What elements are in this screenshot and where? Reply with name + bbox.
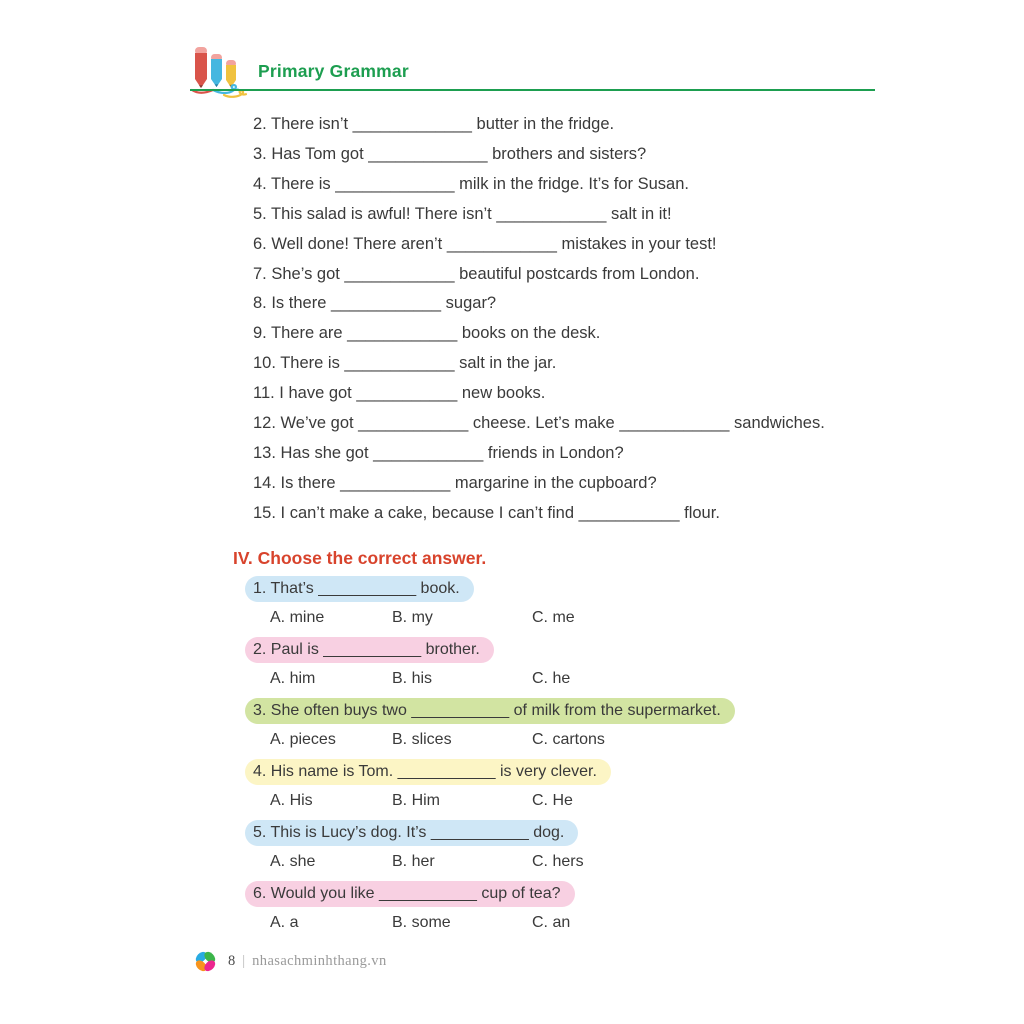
option-b: B. my — [392, 609, 433, 626]
question-text: 4. His name is Tom. ___________ is very clever. — [245, 759, 611, 785]
question-text: 5. This is Lucy’s dog. It’s ___________ dog. — [245, 820, 578, 846]
mcq-block — [233, 881, 873, 936]
exercise-sentence: 3. Has Tom got _____________ brothers and sisters? — [253, 144, 647, 163]
exercise-sentence: 10. There is ____________ salt in the jar. — [253, 354, 557, 373]
mcq-block — [233, 820, 873, 875]
exercise-sentence: 12. We’ve got ____________ cheese. Let’s make ____________ sandwiches. — [253, 414, 825, 433]
option-a: A. His — [270, 792, 313, 809]
mcq-block — [233, 576, 873, 631]
footer-separator: | — [242, 953, 246, 969]
options-row — [270, 849, 873, 875]
exercise-sentence: 7. She’s got ____________ beautiful postcards from London. — [253, 264, 700, 283]
section-heading: IV. Choose the correct answer. — [233, 548, 487, 568]
question-text: 2. Paul is ___________ brother. — [245, 637, 494, 663]
option-a: A. mine — [270, 609, 325, 626]
options-row — [270, 727, 873, 753]
exercise-sentence: 9. There are ____________ books on the desk. — [253, 324, 601, 343]
question-text: 6. Would you like ___________ cup of tea? — [245, 881, 575, 907]
option-c: C. he — [532, 670, 571, 687]
fill-in-exercise-list — [253, 110, 873, 529]
option-b: B. Him — [392, 792, 440, 809]
exercise-sentence: 4. There is _____________ milk in the fridge. It’s for Susan. — [253, 174, 689, 193]
header-divider — [190, 89, 875, 91]
options-row — [270, 666, 873, 692]
exercise-sentence: 2. There isn’t _____________ butter in the fridge. — [253, 115, 615, 133]
footer-site-url: nhasachminhthang.vn — [252, 953, 387, 969]
exercise-sentence: 13. Has she got ____________ friends in London? — [253, 443, 624, 462]
option-a: A. him — [270, 670, 316, 687]
page-title: Primary Grammar — [258, 61, 409, 81]
exercise-sentence: 5. This salad is awful! There isn’t ____________ salt in it! — [253, 204, 672, 223]
option-c: C. He — [532, 792, 573, 809]
exercise-sentence: 15. I can’t make a cake, because I can’t find ___________ flour. — [253, 503, 720, 522]
option-b: B. his — [392, 670, 433, 687]
pinwheel-logo-icon — [192, 948, 219, 975]
question-text: 1. That’s ___________ book. — [245, 576, 474, 602]
exercise-sentence: 11. I have got ___________ new books. — [253, 384, 546, 403]
exercise-sentence: 6. Well done! There aren’t ____________ mistakes in your test! — [253, 234, 717, 253]
page-footer — [192, 948, 387, 975]
question-text: 3. She often buys two ___________ of milk from the supermarket. — [245, 698, 735, 724]
option-a: A. pieces — [270, 731, 336, 748]
options-row — [270, 605, 873, 631]
exercise-sentence: 8. Is there ____________ sugar? — [253, 294, 497, 313]
choice-exercise-section — [233, 547, 873, 942]
pencils-logo-icon — [188, 44, 250, 105]
mcq-block — [233, 637, 873, 692]
options-row — [270, 788, 873, 814]
exercise-sentence: 14. Is there ____________ margarine in the cupboard? — [253, 473, 657, 492]
option-b: B. slices — [392, 731, 452, 748]
option-b: B. some — [392, 914, 451, 931]
option-c: C. hers — [532, 853, 584, 870]
option-b: B. her — [392, 853, 435, 870]
option-c: C. an — [532, 914, 571, 931]
option-a: A. she — [270, 853, 316, 870]
options-row — [270, 910, 873, 936]
option-c: C. cartons — [532, 731, 605, 748]
page-number: 8 — [228, 953, 236, 969]
mcq-block — [233, 759, 873, 814]
option-c: C. me — [532, 609, 575, 626]
mcq-block — [233, 698, 873, 753]
option-a: A. a — [270, 914, 299, 931]
